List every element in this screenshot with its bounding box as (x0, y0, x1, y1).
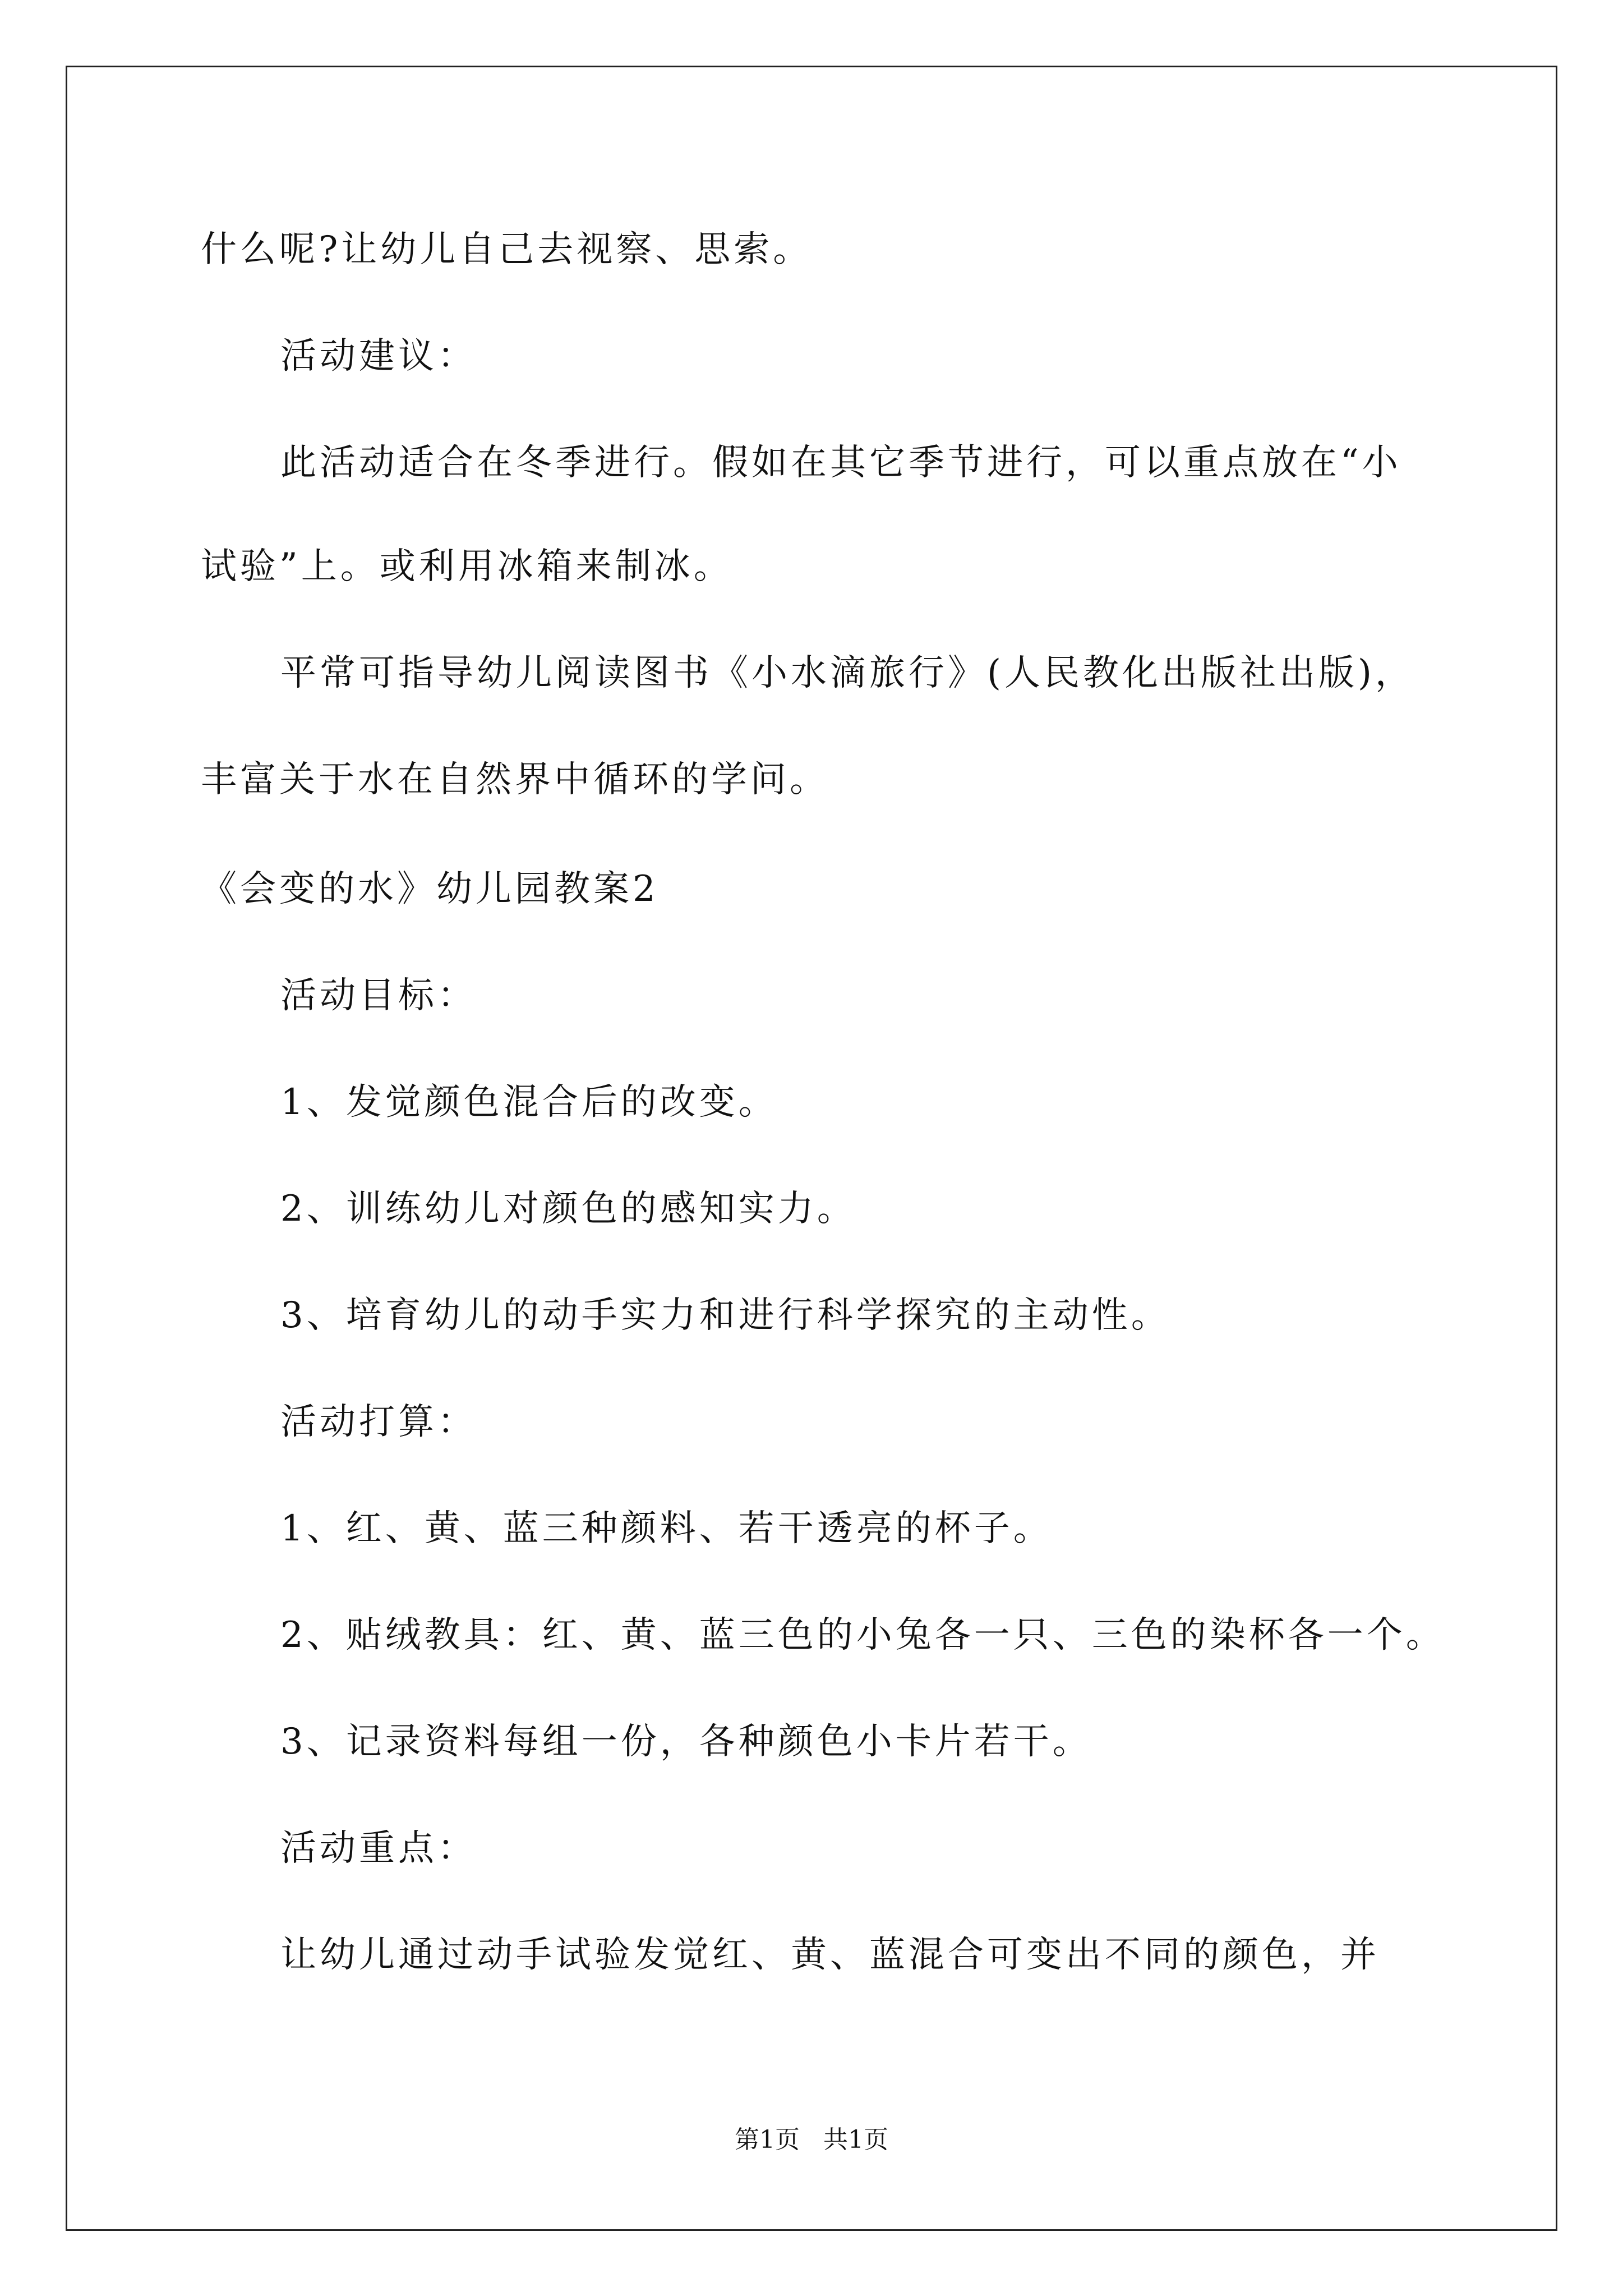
text-line: 活动重点： (280, 1828, 477, 1869)
page-border (66, 66, 1557, 2231)
page-footer (0, 2123, 1623, 2157)
text-line: 活动打算： (280, 1401, 477, 1443)
text-line: 让幼儿通过动手试验发觉红、黄、蓝混合可变出不同的颜色，并 (280, 1934, 1380, 1976)
text-line: 活动目标： (280, 975, 477, 1016)
text-line: 3、记录资料每组一份，各种颜色小卡片若干。 (280, 1721, 1092, 1763)
text-line: 2、贴绒教具：红、黄、蓝三色的小兔各一只、三色的染杯各一个。 (280, 1614, 1445, 1656)
text-line: 平常可指导幼儿阅读图书《小水滴旅行》(人民教化出版社出版)， (280, 652, 1414, 694)
page-total: 共1页 (823, 2125, 888, 2154)
text-line: 1、红、黄、蓝三种颜料、若干透亮的杯子。 (280, 1508, 1053, 1549)
page-number: 第1页 (735, 2125, 800, 2154)
text-line: 活动建议： (280, 335, 477, 377)
text-line: 1、发觉颜色混合后的改变。 (280, 1082, 778, 1123)
text-line: 3、培育幼儿的动手实力和进行科学探究的主动性。 (280, 1295, 1170, 1336)
text-line: 试验”上。或利用冰箱来制冰。 (201, 546, 733, 587)
section-heading: 《会变的水》幼儿园教案2 (201, 868, 659, 910)
text-line: 丰富关于水在自然界中循环的学问。 (201, 759, 829, 800)
text-line: 什么呢?让幼儿自己去视察、思索。 (201, 229, 813, 270)
text-line: 此活动适合在冬季进行。假如在其它季节进行，可以重点放在“小 (280, 442, 1401, 484)
text-line: 2、训练幼儿对颜色的感知实力。 (280, 1188, 856, 1230)
